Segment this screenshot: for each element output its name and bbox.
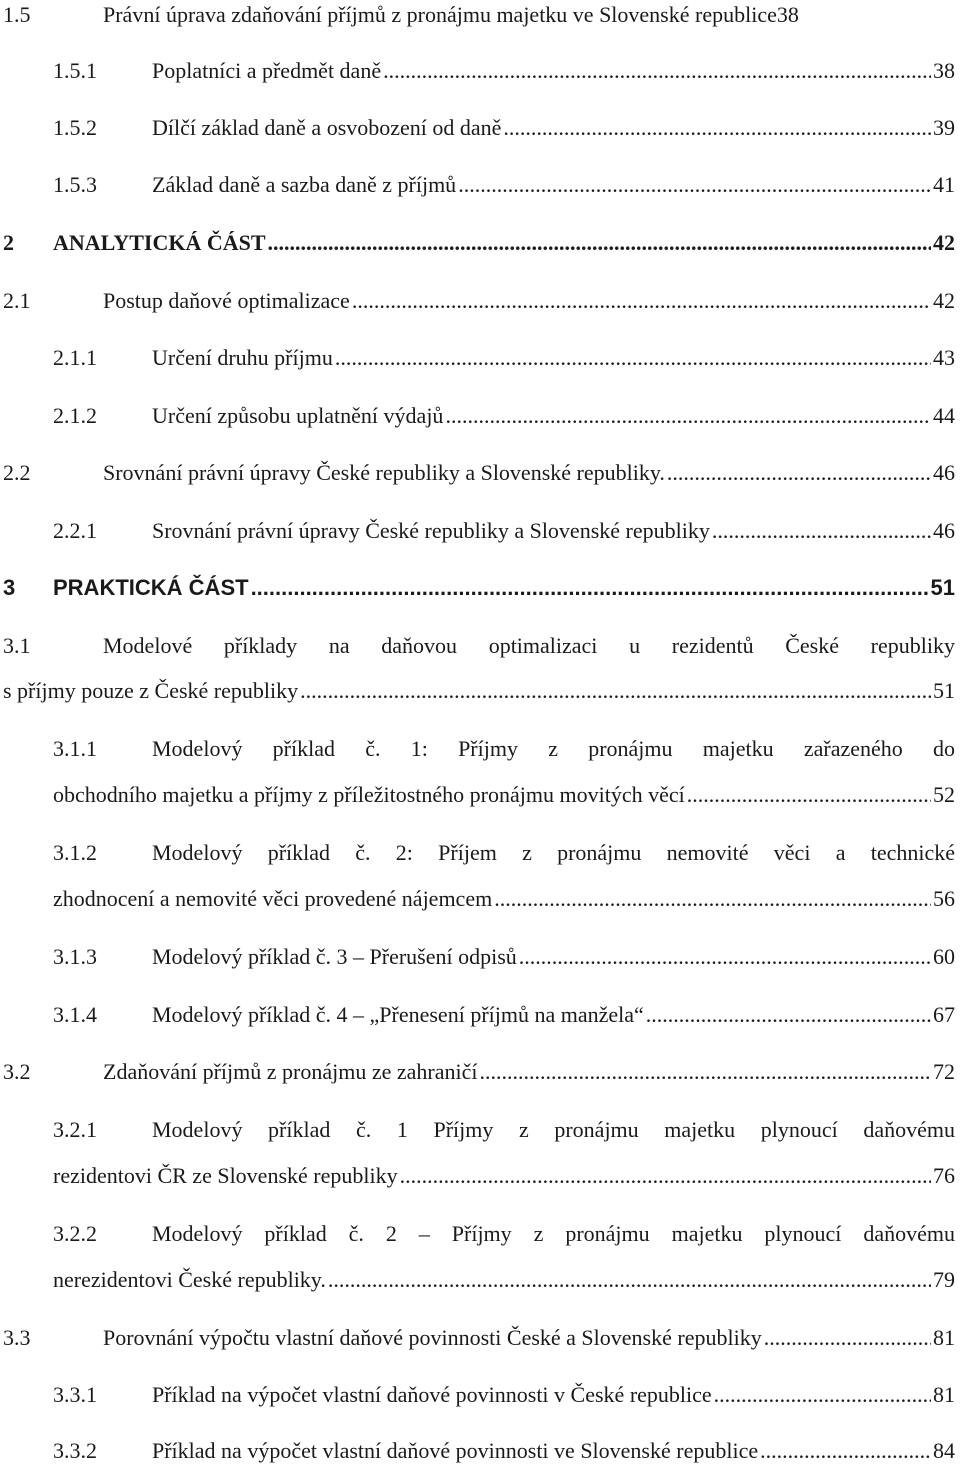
toc-number: 3.3	[3, 1325, 31, 1350]
toc-entry[interactable]	[0, 516, 955, 546]
toc-number: 3.1.2	[53, 840, 97, 865]
toc-leader	[519, 942, 931, 972]
toc-entry[interactable]	[0, 286, 955, 316]
toc-entry[interactable]	[0, 1057, 955, 1087]
toc-number: 2.2	[3, 460, 31, 485]
toc-title-line-2: rezidentovi ČR ze Slovenské republiky	[53, 1163, 398, 1188]
toc-number: 2.1.1	[53, 345, 97, 370]
toc-leader	[760, 1436, 931, 1466]
toc-title: Postup daňové optimalizace	[103, 288, 350, 313]
toc-page: 44	[933, 403, 955, 428]
toc-page: 81	[933, 1382, 955, 1407]
toc-number: 1.5	[3, 2, 31, 27]
toc-title-line-1: Modelový příklad č. 1: Příjmy z pronájmu majetku zařazeného do	[152, 736, 955, 761]
toc-entry[interactable]	[0, 1000, 955, 1030]
toc-number: 2.1.2	[53, 403, 97, 428]
toc-page: 38	[776, 2, 799, 27]
toc-leader	[646, 1000, 931, 1030]
toc-leader	[352, 286, 931, 316]
toc-title-line-1: Modelový příklad č. 2 – Příjmy z pronájmu majetku plynoucí daňovému	[152, 1221, 955, 1246]
toc-leader	[335, 343, 931, 373]
toc-leader	[458, 170, 931, 200]
toc-number: 3.1	[3, 633, 31, 658]
toc-page: 79	[933, 1267, 955, 1292]
toc-page: 42	[933, 230, 955, 255]
toc-leader	[503, 113, 931, 143]
toc-leader	[712, 516, 931, 546]
toc-entry[interactable]	[0, 401, 955, 431]
toc-leader	[687, 780, 931, 810]
toc-entry[interactable]	[0, 1219, 955, 1249]
toc-leader	[445, 401, 931, 431]
toc-title: Dílčí základ daně a osvobození od daně	[152, 115, 502, 140]
toc-page: 38	[933, 58, 955, 83]
toc-number: 3.1.3	[53, 944, 97, 969]
toc-entry-continuation[interactable]	[0, 1161, 955, 1191]
toc-title: Zdaňování příjmů z pronájmu ze zahraničí	[103, 1059, 478, 1084]
toc-page: 43	[933, 345, 955, 370]
toc-page: 52	[933, 782, 955, 807]
toc-entry[interactable]	[0, 1323, 955, 1353]
toc-title-line-2: zhodnocení a nemovité věci provedené nájemcem	[53, 886, 493, 911]
toc-title: PRAKTICKÁ ČÁST	[53, 575, 249, 600]
toc-entry-continuation[interactable]	[0, 884, 955, 914]
toc-title: ANALYTICKÁ ČÁST	[53, 230, 266, 255]
toc-title: Poplatníci a předmět daně	[152, 58, 382, 83]
toc-page: 41	[933, 172, 955, 197]
toc-page: 67	[933, 1002, 955, 1027]
toc-page: 56	[933, 886, 955, 911]
toc-number: 1.5.1	[53, 58, 97, 83]
toc-leader	[300, 676, 931, 706]
toc-number: 3.2.1	[53, 1117, 97, 1142]
toc-title-line-2: obchodního majetku a příjmy z příležitostného pronájmu movitých věcí	[53, 782, 685, 807]
toc-entry[interactable]	[0, 170, 955, 200]
toc-number: 3.3.2	[53, 1438, 97, 1463]
toc-number: 2.2.1	[53, 518, 97, 543]
toc-leader	[400, 1161, 931, 1191]
toc-number: 3.2.2	[53, 1221, 97, 1246]
toc-page: 46	[933, 460, 955, 485]
toc-title: Srovnání právní úpravy České republiky a Slovenské republiky	[152, 518, 710, 543]
toc-leader	[383, 56, 931, 86]
toc-entry-continuation[interactable]	[0, 1265, 955, 1295]
toc-entry[interactable]	[0, 56, 955, 86]
toc-page: 60	[933, 944, 955, 969]
toc-number: 2	[3, 230, 14, 255]
toc-number: 1.5.3	[53, 172, 97, 197]
toc-entry[interactable]	[0, 631, 955, 661]
toc-page: 51	[933, 678, 955, 703]
toc-entry[interactable]	[0, 1115, 955, 1145]
toc-page: 51	[930, 575, 955, 600]
toc-leader	[268, 228, 931, 258]
toc-number: 3	[3, 575, 16, 600]
toc-title: Základ daně a sazba daně z příjmů	[152, 172, 457, 197]
toc-number: 3.3.1	[53, 1382, 97, 1407]
toc-page: 81	[933, 1325, 955, 1350]
toc-title: Porovnání výpočtu vlastní daňové povinnosti České a Slovenské republiky	[103, 1325, 762, 1350]
toc-title-line-1: Modelové příklady na daňovou optimalizaci u rezidentů České republiky	[103, 633, 955, 658]
toc-entry[interactable]	[0, 1380, 955, 1410]
toc-number: 1.5.2	[53, 115, 97, 140]
toc-title: Určení způsobu uplatnění výdajů	[152, 403, 444, 428]
toc-number: 2.1	[3, 288, 31, 313]
toc-leader	[479, 1057, 931, 1087]
toc-leader	[764, 1323, 931, 1353]
toc-entry[interactable]	[0, 573, 955, 603]
toc-number: 3.1.1	[53, 736, 97, 761]
toc-number: 3.1.4	[53, 1002, 97, 1027]
toc-page: 84	[933, 1438, 955, 1463]
toc-leader	[714, 1380, 931, 1410]
toc-entry-continuation[interactable]	[0, 676, 955, 706]
toc-title: Určení druhu příjmu	[152, 345, 333, 370]
toc-leader	[494, 884, 931, 914]
toc-page: 46	[933, 518, 955, 543]
toc-entry[interactable]	[0, 734, 955, 764]
toc-leader	[667, 458, 931, 488]
toc-title-line-1: Modelový příklad č. 1 Příjmy z pronájmu majetku plynoucí daňovému	[152, 1117, 955, 1142]
toc-page: 42	[933, 288, 955, 313]
toc-entry-continuation[interactable]	[0, 780, 955, 810]
toc-number: 3.2	[3, 1059, 31, 1084]
toc-leader	[251, 573, 929, 603]
toc-entry[interactable]	[0, 113, 955, 143]
toc-entry[interactable]	[0, 1436, 955, 1466]
toc-title: Příklad na výpočet vlastní daňové povinnosti v České republice	[152, 1382, 712, 1407]
toc-title: Právní úprava zdaňování příjmů z pronájmu majetku ve Slovenské republice	[103, 2, 777, 27]
toc-title: Modelový příklad č. 4 – „Přenesení příjmů na manžela“	[152, 1002, 644, 1027]
toc-title: Srovnání právní úpravy České republiky a Slovenské republiky.	[103, 460, 665, 485]
toc-page: 39	[933, 115, 955, 140]
toc-entry[interactable]	[0, 838, 955, 868]
toc-entry[interactable]	[0, 228, 955, 258]
toc-leader	[328, 1265, 931, 1295]
toc-page: 76	[933, 1163, 955, 1188]
toc-title: Příklad na výpočet vlastní daňové povinnosti ve Slovenské republice	[152, 1438, 759, 1463]
toc-entry[interactable]	[0, 942, 955, 972]
toc-title: Modelový příklad č. 3 – Přerušení odpisů	[152, 944, 517, 969]
toc-entry[interactable]	[0, 458, 955, 488]
toc-entry[interactable]	[0, 343, 955, 373]
toc-title-line-2: nerezidentovi České republiky.	[53, 1267, 326, 1292]
toc-page: 72	[933, 1059, 955, 1084]
toc-title-line-2: s příjmy pouze z České republiky	[3, 678, 299, 703]
toc-title-line-1: Modelový příklad č. 2: Příjem z pronájmu nemovité věci a technické	[152, 840, 955, 865]
toc-entry[interactable]	[0, 0, 955, 30]
